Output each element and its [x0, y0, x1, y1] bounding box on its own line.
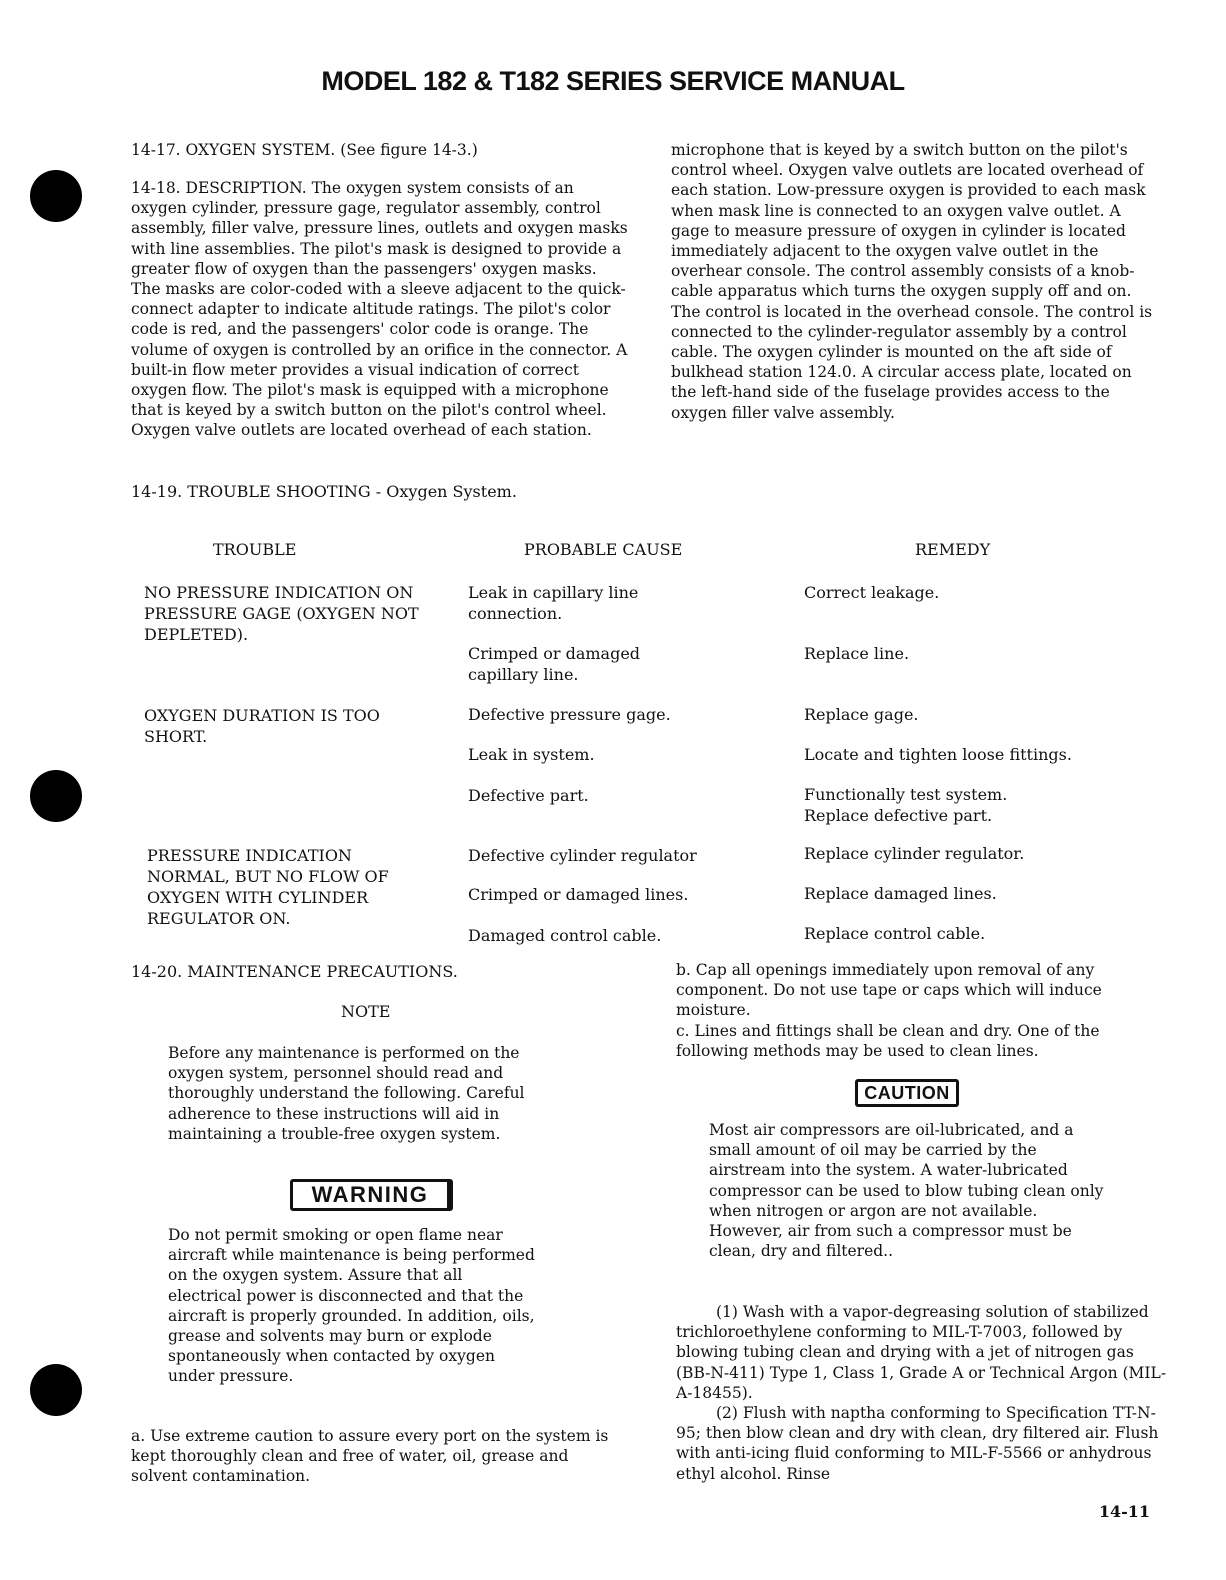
remedy-cell: Correct leakage.	[804, 583, 940, 602]
warning-text: Do not permit smoking or open flame near aircraft while maintenance is being performed on the oxygen system. Assure that all electrical power is disconnected and that the aircraft is properly grounded. In addition, oils, grease and solvents may burn or explode spontaneously when contacted by oxygen under pressure.	[168, 1226, 535, 1386]
item-b: b. Cap all openings immediately upon removal of any component. Do not use tape or caps which will induce moisture.	[676, 961, 1102, 1020]
remedy-cell: Replace line.	[804, 644, 910, 663]
remedy-cell: Functionally test system. Replace defective part.	[804, 785, 1008, 825]
binder-hole	[30, 170, 82, 222]
cleaning-method-2: (2) Flush with naptha conforming to Specification TT-N-95; then blow clean and dry with clean, dry filtered air. Flush with anti-icing fluid conforming to MIL-F-5566 or anhydrous ethyl alcohol. Rinse	[676, 1404, 1159, 1483]
trouble-item: NO PRESSURE INDICATION ON PRESSURE GAGE (OXYGEN NOT DEPLETED).	[144, 583, 419, 644]
cause-cell: Damaged control cable.	[468, 926, 662, 945]
troubleshooting-heading: 14-19. TROUBLE SHOOTING - Oxygen System.	[131, 482, 517, 501]
column-header-trouble: TROUBLE	[213, 540, 297, 559]
page-number: 14-11	[1098, 1502, 1150, 1521]
trouble-item: PRESSURE INDICATION NORMAL, BUT NO FLOW OF OXYGEN WITH CYLINDER REGULATOR ON.	[147, 846, 389, 928]
warning-banner: WARNING	[290, 1179, 453, 1211]
page-title: MODEL 182 & T182 SERIES SERVICE MANUAL	[321, 66, 905, 96]
caution-banner: CAUTION	[855, 1079, 959, 1107]
remedy-cell: Replace control cable.	[804, 924, 986, 943]
cause-cell: Defective part.	[468, 786, 589, 805]
caution-text: Most air compressors are oil-lubricated, and a small amount of oil may be carried by the airstream into the system. A water-lubricated compressor can be used to blow tubing clean only when nitrogen or argon are not available. However, air from such a compressor must be clean, dry and filtered..	[709, 1121, 1104, 1261]
remedy-cell: Locate and tighten loose fittings.	[804, 745, 1072, 764]
note-text: Before any maintenance is performed on the oxygen system, personnel should read and thoroughly understand the following. Careful adherence to these instructions will aid in maintaining a trouble-free oxygen system.	[168, 1044, 525, 1143]
remedy-cell: Replace gage.	[804, 705, 919, 724]
item-c: c. Lines and fittings shall be clean and dry. One of the following methods may be used to clean lines.	[676, 1022, 1100, 1061]
cause-cell: Leak in system.	[468, 745, 595, 764]
item-a: a. Use extreme caution to assure every port on the system is kept thoroughly clean and free of water, oil, grease and solvent contamination.	[131, 1427, 609, 1486]
binder-hole	[30, 770, 82, 822]
trouble-item: OXYGEN DURATION IS TOO SHORT.	[144, 706, 380, 746]
note-label: NOTE	[341, 1002, 391, 1021]
cause-cell: Defective cylinder regulator	[468, 846, 697, 865]
remedy-cell: Replace cylinder regulator.	[804, 844, 1025, 863]
column-header-probable-cause: PROBABLE CAUSE	[524, 540, 683, 559]
section-14-17-heading: 14-17. OXYGEN SYSTEM. (See figure 14-3.)	[131, 141, 478, 159]
column-header-remedy: REMEDY	[915, 540, 991, 559]
binder-hole	[30, 1364, 82, 1416]
section-14-18-description: 14-18. DESCRIPTION. The oxygen system consists of an oxygen cylinder, pressure gage, regulator assembly, control assembly, filler valve, pressure lines, outlets and oxygen masks with line assemblies. The pilot's mask is designed to provide a greater flow of oxygen than the passengers' oxygen masks. The masks are color-coded with a sleeve adjacent to the quick-connect adapter to indicate altitude ratings. The pilot's color code is red, and the passengers' color code is orange. The volume of oxygen is controlled by an orifice in the connector. A built-in flow meter provides a visual indication of correct oxygen flow. The pilot's mask is equipped with a microphone that is keyed by a switch button on the pilot's control wheel. Oxygen valve outlets are located overhead of each station.	[131, 179, 628, 440]
section-14-18-continued: microphone that is keyed by a switch button on the pilot's control wheel. Oxygen valve outlets are located overhead of each station. Low-pressure oxygen is provided to each mask when mask line is connected to an oxygen valve outlet. A gage to measure pressure of oxygen in cylinder is located immediately adjacent to the oxygen valve outlet in the overhear console. The control assembly consists of a knob-cable apparatus which turns the oxygen supply off and on. The control is located in the overhead console. The control is connected to the cylinder-regulator assembly by a control cable. The oxygen cylinder is mounted on the aft side of bulkhead station 124.0. A circular access plate, located on the left-hand side of the fuselage provides access to the oxygen filler valve assembly.	[671, 141, 1153, 422]
cause-cell: Leak in capillary line connection.	[468, 583, 639, 623]
remedy-cell: Replace damaged lines.	[804, 884, 997, 903]
cleaning-method-1: (1) Wash with a vapor-degreasing solution of stabilized trichloroethylene conforming to MIL-T-7003, followed by blowing tubing clean and drying with a jet of nitrogen gas (BB-N-411) Type 1, Class 1, Grade A or Technical Argon (MIL-A-18455).	[676, 1303, 1167, 1402]
maintenance-precautions-heading: 14-20. MAINTENANCE PRECAUTIONS.	[131, 962, 458, 981]
cause-cell: Defective pressure gage.	[468, 705, 671, 724]
cause-cell: Crimped or damaged lines.	[468, 885, 689, 904]
cause-cell: Crimped or damaged capillary line.	[468, 644, 641, 684]
